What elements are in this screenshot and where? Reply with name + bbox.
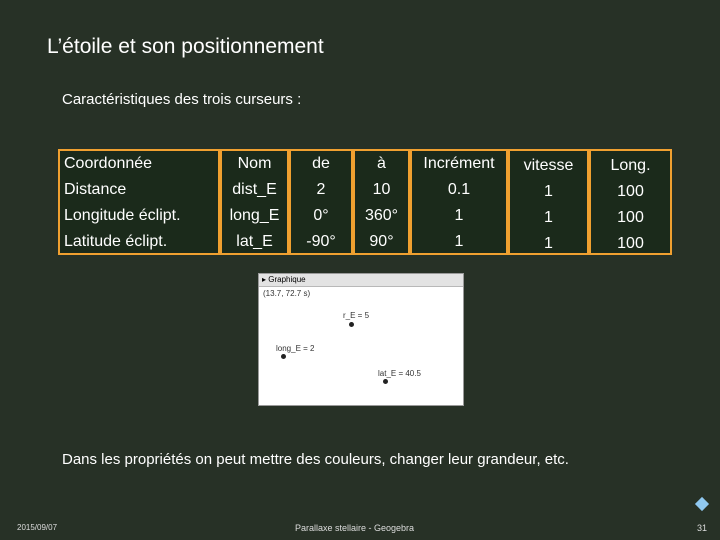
cell-de-2: 0° — [313, 207, 329, 224]
cell-vitesse-3: 1 — [544, 235, 553, 252]
cell-nom-1: dist_E — [232, 181, 277, 198]
graphique-header — [259, 274, 463, 287]
slider-long-point[interactable] — [281, 354, 286, 359]
page-number: 31 — [697, 523, 708, 533]
header-long: Long. — [610, 157, 651, 174]
cursor-table — [58, 149, 672, 255]
coordinate-readout: (13.7, 72.7 s) — [263, 289, 311, 298]
column-vitesse — [508, 149, 589, 255]
footer-title: Parallaxe stellaire - Geogebra — [295, 523, 415, 533]
properties-note: Dans les propriétés on peut mettre des couleurs, changer leur grandeur, etc. — [62, 451, 569, 468]
column-de — [289, 149, 353, 255]
slider-r-label: r_E = 5 — [343, 311, 370, 320]
cell-nom-3: lat_E — [236, 233, 273, 250]
collapse-triangle-icon: ▸ — [262, 275, 267, 284]
header-de: de — [312, 155, 330, 172]
slider-lat-point[interactable] — [383, 379, 388, 384]
cell-increment-1: 0.1 — [447, 181, 471, 198]
slide-subtitle: Caractéristiques des trois curseurs : — [62, 91, 302, 108]
footer-date: 2015/09/07 — [17, 523, 58, 532]
cell-vitesse-1: 1 — [544, 183, 553, 200]
graphique-label: Graphique — [268, 275, 306, 284]
cell-vitesse-2: 1 — [544, 209, 553, 226]
cell-de-1: 2 — [316, 181, 326, 198]
header-vitesse: vitesse — [523, 157, 574, 174]
slider-long-label: long_E = 2 — [276, 344, 315, 353]
column-long — [589, 149, 672, 255]
nav-diamond-icon[interactable] — [695, 497, 709, 511]
cell-a-1: 10 — [372, 181, 391, 198]
header-nom: Nom — [237, 155, 272, 172]
slider-r-point[interactable] — [349, 322, 354, 327]
slide-title: L’étoile et son positionnement — [47, 35, 324, 58]
cell-long-2: 100 — [617, 209, 644, 226]
cell-coordonnee-2: Longitude éclipt. — [64, 207, 181, 224]
cell-increment-2: 1 — [454, 207, 464, 224]
column-increment — [410, 149, 508, 255]
cell-long-3: 100 — [617, 235, 644, 252]
column-coordonnee — [58, 149, 220, 255]
slider-lat-label: lat_E = 40.5 — [378, 369, 421, 378]
cell-a-3: 90° — [369, 233, 394, 250]
column-nom — [220, 149, 289, 255]
cell-a-2: 360° — [364, 207, 399, 224]
cell-increment-3: 1 — [454, 233, 464, 250]
cell-de-3: -90° — [306, 233, 336, 250]
header-a: à — [377, 155, 386, 172]
cell-coordonnee-1: Distance — [64, 181, 127, 198]
header-increment: Incrément — [423, 155, 495, 172]
header-coordonnee: Coordonnée — [64, 155, 153, 172]
cell-nom-2: long_E — [229, 207, 280, 224]
column-a — [353, 149, 410, 255]
geogebra-screenshot — [258, 273, 464, 406]
cell-coordonnee-3: Latitude éclipt. — [64, 233, 168, 250]
cell-long-1: 100 — [617, 183, 644, 200]
